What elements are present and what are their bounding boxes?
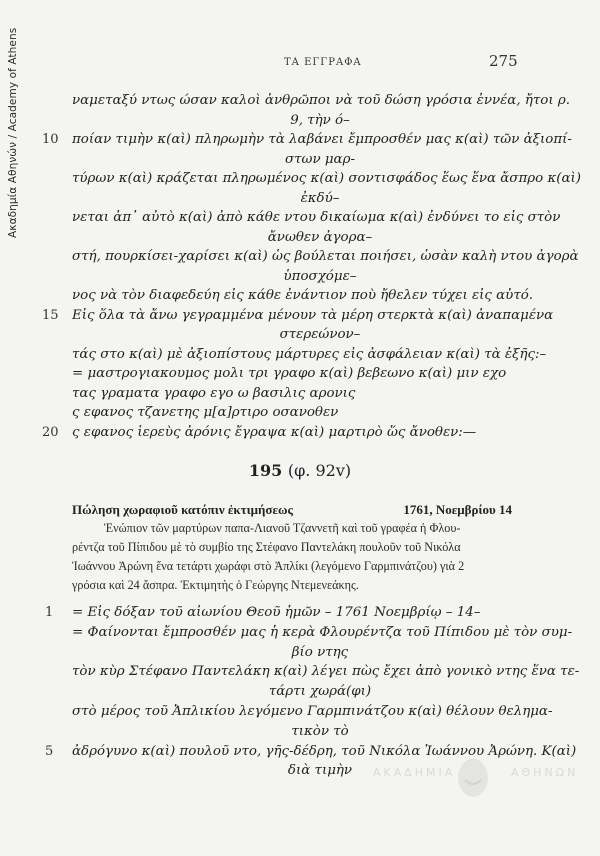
text-line: τύρων κ(αὶ) κράζεται πληρωμένος κ(αὶ) σοντισφάδος ἕως ἕνα ἄσπρο κ(αὶ) <box>72 171 581 186</box>
watermark-left-text: ΑΚΑΔΗΜΙΑ <box>373 766 456 779</box>
running-head: ΤΑ ΕΓΓΡΑΦΑ <box>284 57 362 68</box>
side-stamp-text: Ακαδημία Αθηνών / Academy of Athens <box>7 27 19 238</box>
text-line: στων μαρ- <box>284 151 355 167</box>
text-line: νεται ἀπ᾽ αὐτὸ κ(αὶ) ἀπὸ κάθε ντου δικαίωμα κ(αὶ) ἐνδύνει το εἰς στὸν <box>72 210 561 225</box>
text-line: ὑποσχόμε– <box>283 268 357 284</box>
summary-line: Ἐνώπιον τῶν μαρτύρων παπα-Λιανοῦ Τζαννετῆ καὶ τοῦ γραφέα ἡ Φλου- <box>104 521 461 535</box>
text-line: διὰ τιμὴν <box>287 763 353 779</box>
text-line: στή, πουρκίσει-χαρίσει κ(αὶ) ὡς βούλεται ποιήσει, ὡσὰν καλὴ ντου ἀγορὰ <box>72 249 579 264</box>
text-line: ναμεταξύ ντως ώσαν καλοὶ ἀνθρῶποι νὰ τοῦ δώση γρόσια ἐννέα, ἤτοι ρ. <box>72 93 570 108</box>
folio-reference: (φ. 92v) <box>287 461 352 480</box>
line-number: 5 <box>45 743 54 759</box>
text-line: στερεώνον– <box>279 327 361 342</box>
page-number: 275 <box>489 52 518 70</box>
summary-line: Ἰωάννου Ἀρώνη ἕνα τετάρτι χωράφι στὸ Ἀπλίκι (λεγόμενο Γαρμπινάτζου) γιὰ 2 <box>72 559 465 573</box>
text-line: νος νὰ τὸν διαφεδεύη εἰς κάθε ἐνάντιον ποὺ ἤθελεν τύχει εἰς αὐτό. <box>72 288 534 303</box>
text-line: τάς στο κ(αὶ) μὲ ἀξιοπίστους μάρτυρες εἰς ἀσφάλειαν κ(αὶ) τὰ ἐξῆς:– <box>72 346 547 362</box>
summary-line: γρόσια καὶ 24 ἄσπρα. Ἐκτιμητὴς ὁ Γεώργης Ντεμενεάκης. <box>72 578 359 592</box>
text-line: τικὸν τὸ <box>291 723 349 739</box>
text-line: τάρτι χωρά(φι) <box>268 684 372 700</box>
text-line: στὸ μέρος τοῦ Ἀπλικίου λεγόμενο Γαρμπινάτζου κ(αὶ) θέλουν θελημα- <box>72 704 553 719</box>
document-heading <box>0 461 600 480</box>
document-title: Πώληση χωραφιοῦ κατόπιν ἐκτιμήσεως <box>72 502 294 517</box>
text-line: τας γραματα γραφο εγο ω βασιλις αρονις <box>72 385 356 401</box>
text-line: ἐκδύ– <box>300 190 340 206</box>
text-line: = Φαίνονται ἔμπροσθέν μας ἡ κερὰ Φλουρέντζα τοῦ Πίπιδου μὲ τὸν συμ- <box>72 624 573 640</box>
athena-head-icon <box>451 750 495 802</box>
academy-watermark <box>373 752 579 812</box>
text-line: 9, τὴν ό– <box>290 112 350 128</box>
text-line: ς εφανος ἱερεὺς ἀρόνις ἔγραψα κ(αὶ) μαρτιρὸ ὥς ἄνοθεν:— <box>72 424 477 440</box>
text-line: ἄνωθεν ἀγορα– <box>267 229 373 245</box>
line-number: 10 <box>42 132 59 147</box>
document-number: 195 <box>248 461 283 480</box>
text-line: = Εἰς δόξαν τοῦ αἰωνίου Θεοῦ ἡμῶν – 1761 Νοεμβρίῳ – 14– <box>72 605 481 620</box>
line-number: 20 <box>42 424 59 440</box>
text-line: ς εφανος τζανετης μ[α]ρτιρο οσανοθεν <box>72 405 339 420</box>
academy-side-stamp <box>7 27 23 238</box>
document-date: 1761, Νοεμβρίου 14 <box>403 502 512 517</box>
summary-line: ρέντζα τοῦ Πίπιδου μὲ τὸ συμβίο της Στέφανο Παντελάκη πουλοῦν τοῦ Νικόλα <box>72 540 461 554</box>
line-number: 15 <box>42 307 59 323</box>
text-line: Εἰς ὅλα τὰ ἄνω γεγραμμένα μένουν τὰ μέρη στερκτὰ κ(αὶ) ἀναπαμένα <box>72 307 554 323</box>
text-line: ποίαν τιμὴν κ(αὶ) πληρωμὴν τὰ λαβάνει ἔμπροσθέν μας κ(αὶ) τῶν ἀξιοπί- <box>72 132 572 147</box>
text-line: ἀδρόγυνο κ(αὶ) πουλοῦ ντο, γῆς-δέδρη, τοῦ Νικόλα Ἰωάννου Ἀρώνη. Κ(αὶ) <box>72 743 577 759</box>
text-line: τὸν κὺρ Στέφανο Παντελάκη κ(αὶ) λέγει πὼς ἔχει ἀπὸ γονικὸ ντης ἕνα τε- <box>72 664 580 680</box>
text-line: = μαστρογιακουμος μολι τρι γραφο κ(αὶ) βεβεωνο κ(αὶ) μιν εχο <box>72 366 507 381</box>
text-line: βίο ντης <box>291 644 349 660</box>
line-number: 1 <box>45 605 54 620</box>
watermark-right-text: ΑΘΗΝΩΝ <box>511 766 579 779</box>
